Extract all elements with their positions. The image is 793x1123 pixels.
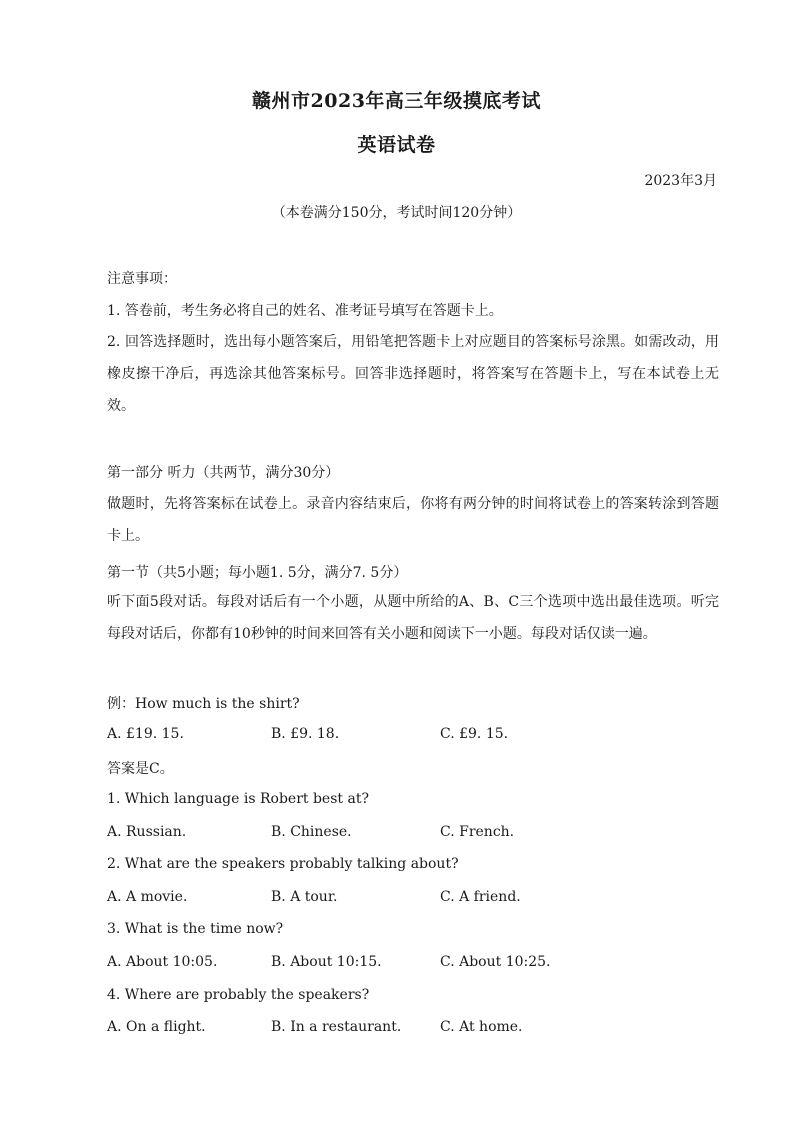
part1-intro: 做题时，先将答案标在试卷上。录音内容结束后，你将有两分钟的时间将试卷上的答案转涂到答题卡上。	[107, 496, 719, 544]
question-3: 3. What is the time now?	[107, 921, 284, 937]
section1-instructions: 听下面5段对话。每段对话后有一个小题，从题中所给的A、B、C三个选项中选出最佳选项。听完每段对话后，你都有10秒钟的时间来回答有关小题和阅读下一小题。每段对话仅读一遍。	[107, 594, 719, 642]
notice-item-1: 1. 答卷前，考生务必将自己的姓名、准考证号填写在答题卡上。	[107, 303, 503, 319]
question-1-option-a: A. Russian.	[107, 824, 187, 840]
question-4: 4. Where are probably the speakers?	[107, 987, 370, 1003]
example-question: 例：How much is the shirt?	[107, 696, 300, 712]
score-note: （本卷满分150分，考试时间120分钟）	[271, 205, 522, 221]
example-answer: 答案是C。	[107, 761, 174, 777]
example-option-c: C. £9. 15.	[440, 726, 509, 742]
question-2: 2. What are the speakers probably talking about?	[107, 856, 459, 872]
question-1-option-c: C. French.	[440, 824, 515, 840]
question-4-option-c: C. At home.	[440, 1019, 523, 1035]
question-3-option-c: C. About 10:25.	[440, 954, 551, 970]
question-4-option-b: B. In a restaurant.	[271, 1019, 402, 1035]
question-2-option-b: B. A tour.	[271, 889, 338, 905]
question-3-option-b: B. About 10:15.	[271, 954, 382, 970]
part1-heading: 第一部分 听力（共两节，满分30分）	[107, 465, 340, 481]
question-1: 1. Which language is Robert best at?	[107, 791, 369, 807]
section1-heading: 第一节（共5小题；每小题1. 5分，满分7. 5分）	[107, 565, 408, 581]
question-1-option-b: B. Chinese.	[271, 824, 352, 840]
example-option-b: B. £9. 18.	[271, 726, 340, 742]
exam-title: 赣州市2023年高三年级摸底考试	[252, 90, 541, 112]
notice-heading: 注意事项：	[107, 271, 177, 287]
question-4-option-a: A. On a flight.	[107, 1019, 206, 1035]
question-3-option-a: A. About 10:05.	[107, 954, 218, 970]
exam-date: 2023年3月	[644, 173, 717, 189]
exam-subtitle: 英语试卷	[357, 134, 436, 156]
question-2-option-a: A. A movie.	[107, 889, 188, 905]
notice-item-2: 2. 回答选择题时，选出每小题答案后，用铅笔把答题卡上对应题目的答案标号涂黑。如需改动，用橡皮擦干净后，再选涂其他答案标号。回答非选择题时，将答案写在答题卡上，写在本试卷上无效。	[107, 334, 719, 414]
question-2-option-c: C. A friend.	[440, 889, 521, 905]
example-option-a: A. £19. 15.	[107, 726, 184, 742]
